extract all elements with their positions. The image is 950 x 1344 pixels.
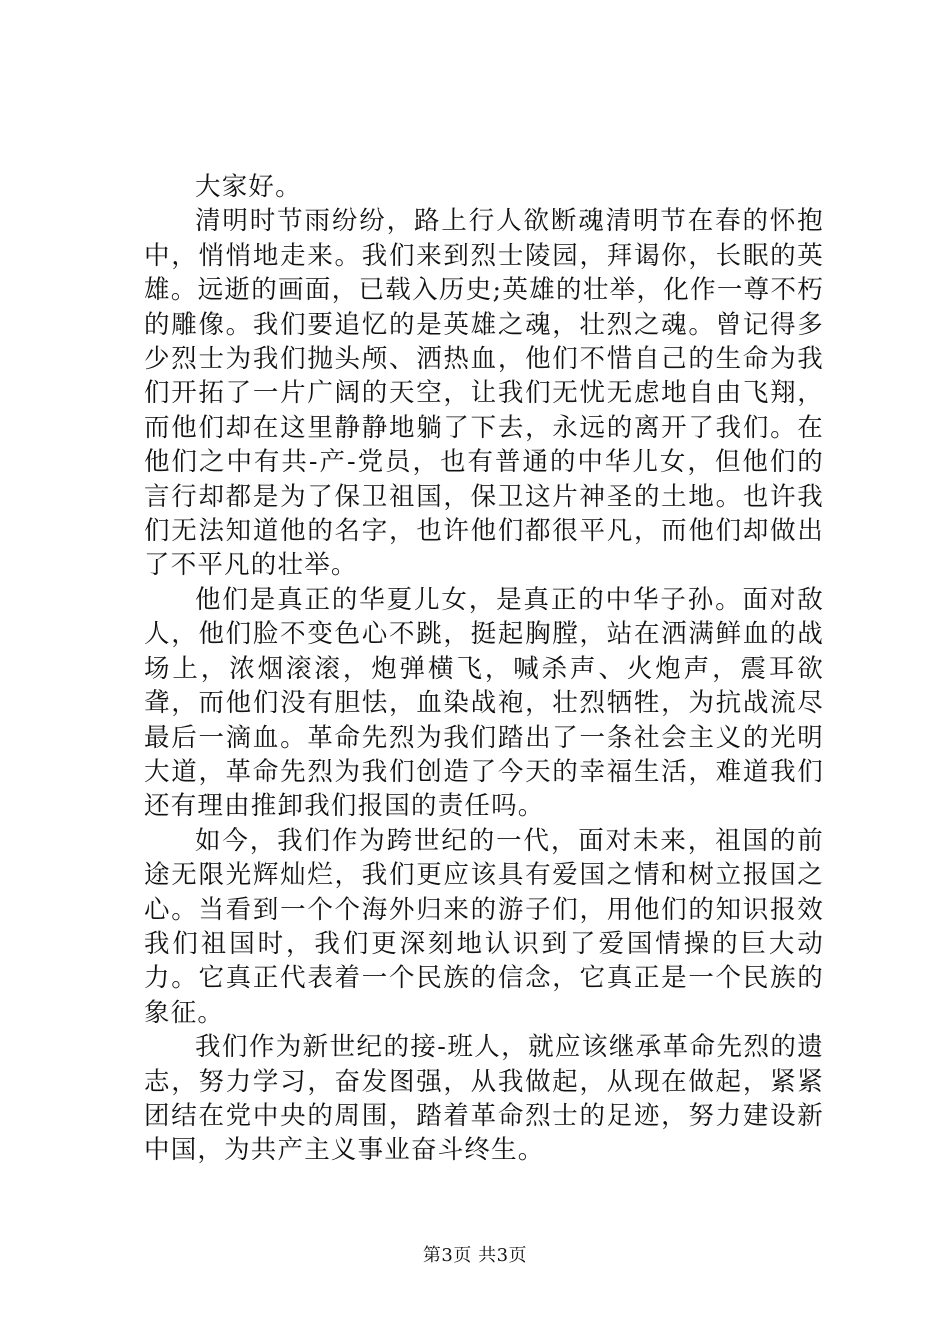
paragraph-4: 我们作为新世纪的接-班人，就应该继承革命先烈的遗志，努力学习，奋发图强，从我做起，从现在做起，紧紧团结在党中央的周围，踏着革命烈士的足迹，努力建设新中国，为共产主义事业奋斗终生。 [144, 1032, 824, 1166]
paragraph-3: 如今，我们作为跨世纪的一代，面对未来，祖国的前途无限光辉灿烂，我们更应该具有爱国之情和树立报国之心。当看到一个个海外归来的游子们，用他们的知识报效我们祖国时，我们更深刻地认识到了爱国情操的巨大动力。它真正代表着一个民族的信念，它真正是一个民族的象征。 [144, 825, 824, 1028]
paragraph-2: 他们是真正的华夏儿女，是真正的中华子孙。面对敌人，他们脸不变色心不跳，挺起胸膛，站在洒满鲜血的战场上，浓烟滚滚，炮弹横飞，喊杀声、火炮声，震耳欲聋，而他们没有胆怯，血染战袍，壮烈牺牲，为抗战流尽最后一滴血。革命先烈为我们踏出了一条社会主义的光明大道，革命先烈为我们创造了今天的幸福生活，难道我们还有理由推卸我们报国的责任吗。 [144, 584, 824, 822]
paragraph-greeting: 大家好。 [195, 172, 302, 202]
paragraph-1: 清明时节雨纷纷，路上行人欲断魂清明节在春的怀抱中，悄悄地走来。我们来到烈士陵园，拜谒你，长眠的英雄。远逝的画面，已载入历史;英雄的壮举，化作一尊不朽的雕像。我们要追忆的是英雄之魂，壮烈之魂。曾记得多少烈士为我们抛头颅、洒热血，他们不惜自己的生命为我们开拓了一片广阔的天空，让我们无忧无虑地自由飞翔，而他们却在这里静静地躺了下去，永远的离开了我们。在他们之中有共-产-党员，也有普通的中华儿女，但他们的言行却都是为了保卫祖国，保卫这片神圣的土地。也许我们无法知道他的名字，也许他们都很平凡，而他们却做出了不平凡的壮举。 [144, 206, 824, 581]
page-footer: 第3页 共3页 [422, 1245, 528, 1266]
document-body [144, 170, 824, 1168]
